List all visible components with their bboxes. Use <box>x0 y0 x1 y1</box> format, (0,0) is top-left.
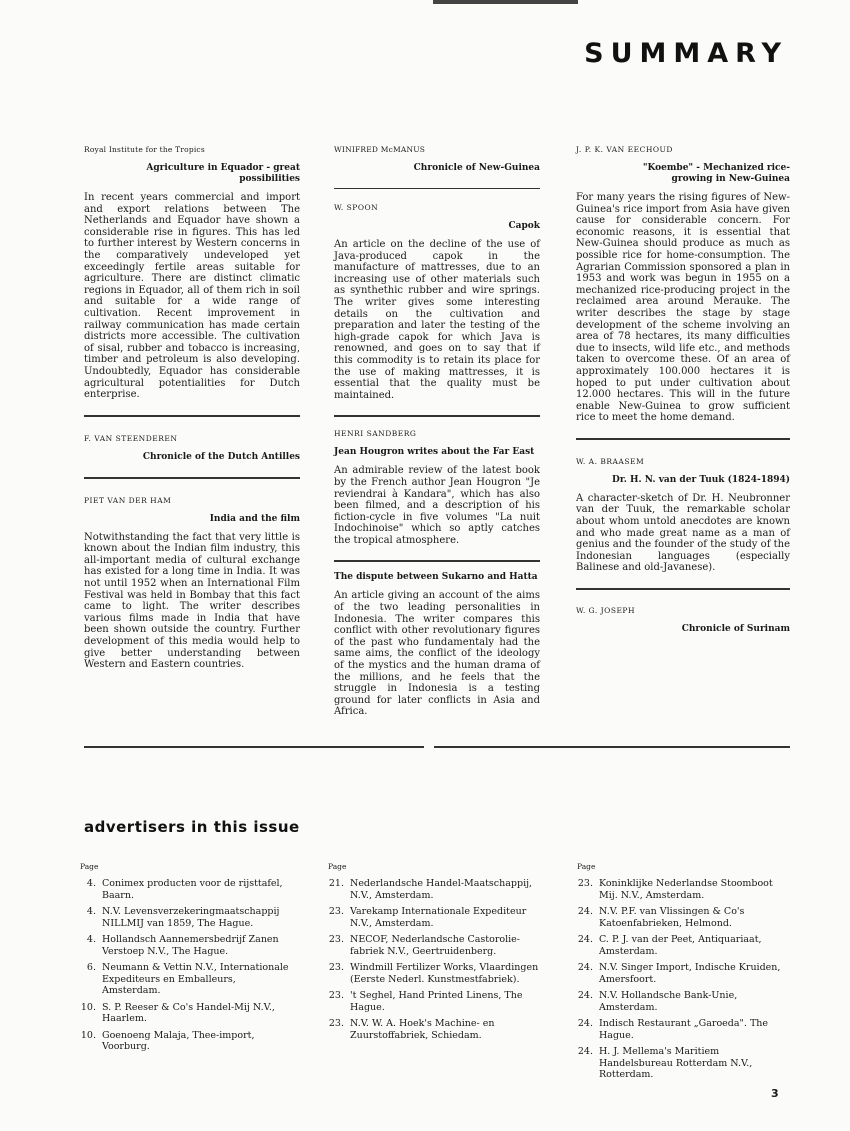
article-new-guinea-chronicle <box>334 145 540 174</box>
advertiser-entry <box>80 906 295 929</box>
advertiser-name: Goenoeng Malaja, Thee-import, Voorburg. <box>102 1029 255 1052</box>
article-author: HENRI SANDBERG <box>334 429 417 439</box>
advertiser-page: 21. <box>328 878 344 889</box>
advertiser-entry <box>328 906 543 929</box>
advertisers-column-1 <box>80 862 295 1058</box>
advertiser-entry <box>80 934 295 957</box>
advertiser-name: NECOF, Nederlandsche Castorolie-fabriek N.V., Geertruidenberg. <box>350 934 521 957</box>
advertiser-page: 10. <box>80 1029 96 1041</box>
article-capok <box>334 203 540 401</box>
article-title: Jean Hougron writes about the Far East <box>334 447 535 458</box>
article-title: Chronicle of the Dutch Antilles <box>142 451 300 462</box>
advertisers-column-2 <box>328 862 543 1046</box>
advertiser-page: 24. <box>577 990 593 1001</box>
advertiser-page: 24. <box>577 1018 593 1029</box>
article-author: W. SPOON <box>334 203 379 212</box>
advertiser-page: 23. <box>577 878 593 889</box>
advertiser-name: 't Seghel, Hand Printed Linens, The Hague. <box>350 990 523 1013</box>
advertiser-page: 4. <box>86 906 96 917</box>
article-title: Dr. H. N. van der Tuuk (1824-1894) <box>612 474 790 485</box>
article-koembe <box>576 145 790 424</box>
article-india-film <box>84 496 300 671</box>
summary-column-3 <box>576 145 790 649</box>
advertiser-entry <box>577 1018 792 1041</box>
advertiser-entry <box>577 962 792 985</box>
advertiser-page: 23. <box>328 934 344 945</box>
page-number: 3 <box>771 1087 779 1100</box>
advertiser-page: 23. <box>328 962 344 973</box>
advertiser-name: H. J. Mellema's Maritiem Handelsbureau Rotterdam N.V., Rotterdam. <box>599 1046 753 1080</box>
advertiser-entry <box>328 934 543 957</box>
page-column-label: Page <box>80 862 99 871</box>
advertiser-name: N.V. Singer Import, Indische Kruiden, Amersfoort. <box>599 962 781 985</box>
article-body: An article giving an account of the aims of the two leading personalities in Indonesia. The writer compares this conflict with other revolutionary figures of the past who fundamentaly had the same aims, the conflict of the ideology of the mystics and the human drama of the millions, and he feels that the struggle in Indonesia is a testing ground for later conflicts in Asia and Africa. <box>334 590 540 718</box>
advertiser-page: 24. <box>577 934 593 945</box>
advertiser-entry <box>577 878 792 901</box>
article-surinam <box>576 606 790 635</box>
advertiser-name: N.V. W. A. Hoek's Machine- en Zuurstoffabriek, Schiedam. <box>350 1018 495 1041</box>
advertiser-page: 24. <box>577 962 593 973</box>
article-body: A character-sketch of Dr. H. Neubronner van der Tuuk, the remarkable scholar about whom untold anecdotes are known and who made great name as a man of genius and the founder of the study of the Indonesian languages (especially Balinese and old-Javanese). <box>576 492 790 574</box>
article-agriculture-equador <box>84 145 300 401</box>
advertiser-entry <box>80 878 295 901</box>
advertiser-entry <box>80 962 295 997</box>
article-jean-hougron <box>334 429 540 546</box>
advertiser-name: S. P. Reeser & Co's Handel-Mij N.V., Haarlem. <box>102 1001 275 1024</box>
advertiser-entry <box>328 1018 543 1041</box>
section-divider <box>84 746 424 748</box>
article-title: "Koembe" - Mechanized rice-growing in New-Guinea <box>642 163 790 184</box>
summary-column-1 <box>84 145 300 685</box>
page-column-label: Page <box>577 862 596 871</box>
advertiser-entry <box>577 1046 792 1081</box>
article-body: An admirable review of the latest book by the French author Jean Hougron "Je reviendrai à Kandara", which has also been filmed, and a description of his fiction-cycle in five volumes "La nuit Indochinoise" which so aptly catches the tropical atmosphere. <box>334 465 540 546</box>
article-title: Agriculture in Equador - great possibilities <box>146 163 300 184</box>
advertiser-entry <box>328 990 543 1013</box>
section-divider <box>434 746 790 748</box>
advertiser-entry <box>80 1002 295 1025</box>
advertiser-entry <box>328 878 543 901</box>
advertisers-heading: advertisers in this issue <box>84 818 300 836</box>
advertiser-name: Indisch Restaurant „Garoeda". The Hague. <box>599 1018 769 1041</box>
article-author: W. G. JOSEPH <box>576 606 636 616</box>
summary-column-2 <box>334 145 540 732</box>
advertiser-page: 23. <box>328 1018 344 1029</box>
advertiser-name: Conimex producten voor de rijsttafel, Baarn. <box>102 878 283 901</box>
article-title: Capok <box>508 221 540 231</box>
article-body: In recent years commercial and import and export relations between The Netherlands and Equador have shown a considerable rise in figures. This has led to further interest by Western concerns in the comparatively undeveloped yet exceedingly fertile areas suitable for agriculture. There are distinct climatic regions in Equador, all of them rich in soil and suitable for a wide range of cultivation. Recent improvement in railway communication has made certain districts more accessible. The cultivation of sisal, rubber and tobacco is increasing, timber and petroleum is also developing. Undoubtedly, Equador has considerable agricultural potentialities for Dutch enterprise. <box>84 192 300 401</box>
advertiser-name: Koninklijke Nederlandse Stoomboot Mij. N.V., Amsterdam. <box>599 878 773 901</box>
divider <box>576 438 790 440</box>
advertiser-name: Nederlandsche Handel-Maatschappij, N.V., Amsterdam. <box>350 878 533 901</box>
article-author: W. A. BRAASEM <box>576 456 645 466</box>
divider <box>84 477 300 479</box>
advertiser-name: N.V. Hollandsche Bank-Unie, Amsterdam. <box>599 990 738 1013</box>
article-title: Chronicle of New-Guinea <box>413 163 540 173</box>
advertisers-column-3 <box>577 862 792 1086</box>
advertiser-page: 23. <box>328 906 344 917</box>
advertiser-entry <box>577 990 792 1013</box>
article-author: J. P. K. VAN EECHOUD <box>576 145 673 154</box>
advertiser-page: 24. <box>577 906 593 917</box>
advertiser-name: Windmill Fertilizer Works, Vlaardingen (Eerste Nederl. Kunstmestfabriek). <box>350 962 539 985</box>
advertiser-entry <box>80 1030 295 1053</box>
article-title: The dispute between Sukarno and Hatta <box>334 572 538 583</box>
advertiser-name: C. P. J. van der Peet, Antiquariaat, Amsterdam. <box>599 934 762 957</box>
article-body: For many years the rising figures of New-Guinea's rice import from Asia have given cause for considerable concern. For economic reasons, it is essential that New-Guinea should produce as much as possible rice for home-consumption. The Agrarian Commission sponsored a plan in 1953 and work was begun in 1955 on a mechanized rice-producing project in the reclaimed area around Merauke. The writer describes the stage by stage development of the scheme involving an area of 78 hectares, its many difficulties due to insects, wild life etc., and methods taken to overcome these. Of an area of approximately 100.000 hectares it is hoped to put under cultivation about 12.000 hectares. This will in the future enable New-Guinea to grow sufficient rice to meet the home demand. <box>576 192 790 424</box>
divider <box>334 188 540 189</box>
article-body: An article on the decline of the use of Java-produced capok in the manufacture of mattresses, due to an increasing use of other materials such as synthethic rubber and wire springs. The writer gives some interesting details on the cultivation and preparation and later the testing of the high-grade capok for which Java is renowned, and goes on to say that if this commodity is to retain its place for the use of making mattresses, it is essential that the quality must be maintained. <box>334 239 540 401</box>
advertiser-entry <box>577 934 792 957</box>
advertiser-name: N.V. Levensverzekeringmaatschappij NILLMIJ van 1859, The Hague. <box>102 906 280 929</box>
divider <box>334 415 540 417</box>
article-author: WINIFRED McMANUS <box>334 145 426 154</box>
page-title: SUMMARY <box>584 38 788 69</box>
advertiser-name: N.V. P.F. van Vlissingen & Co's Katoenfabrieken, Helmond. <box>599 906 745 929</box>
advertiser-entry <box>328 962 543 985</box>
page-column-label: Page <box>328 862 347 871</box>
advertiser-name: Neumann & Vettin N.V., Internationale Expediteurs en Emballeurs, Amsterdam. <box>102 962 289 996</box>
article-van-der-tuuk <box>576 457 790 574</box>
advertiser-page: 4. <box>86 934 96 945</box>
article-dutch-antilles <box>84 434 300 463</box>
advertiser-page: 24. <box>577 1046 593 1057</box>
article-body: Notwithstanding the fact that very little is known about the Indian film industry, this all-important media of cultural exchange has existed for a long time in India. It was not until 1952 when an International Film Festival was held in Bombay that this fact came to light. The writer describes various films made in India that have been shown outside the country. Further development of this media would help to give better understanding between Western and Eastern countries. <box>84 531 300 671</box>
advertiser-page: 6. <box>86 962 96 973</box>
advertiser-entry <box>577 906 792 929</box>
top-edge-mark <box>433 0 578 4</box>
article-title: Chronicle of Surinam <box>681 624 790 635</box>
article-author: Royal Institute for the Tropics <box>84 145 205 154</box>
article-title: India and the film <box>209 513 300 524</box>
advertiser-name: Hollandsch Aannemersbedrijf Zanen Verstoep N.V., The Hague. <box>102 934 279 957</box>
divider <box>576 588 790 590</box>
article-author: PIET VAN DER HAM <box>84 495 172 505</box>
article-author: F. VAN STEENDEREN <box>84 433 178 443</box>
divider <box>334 560 540 562</box>
advertiser-page: 23. <box>328 990 344 1001</box>
article-sukarno-hatta <box>334 572 540 718</box>
advertiser-page: 4. <box>86 878 96 889</box>
advertiser-name: Varekamp Internationale Expediteur N.V., Amsterdam. <box>350 906 527 929</box>
advertiser-page: 10. <box>80 1001 96 1013</box>
divider <box>84 415 300 417</box>
